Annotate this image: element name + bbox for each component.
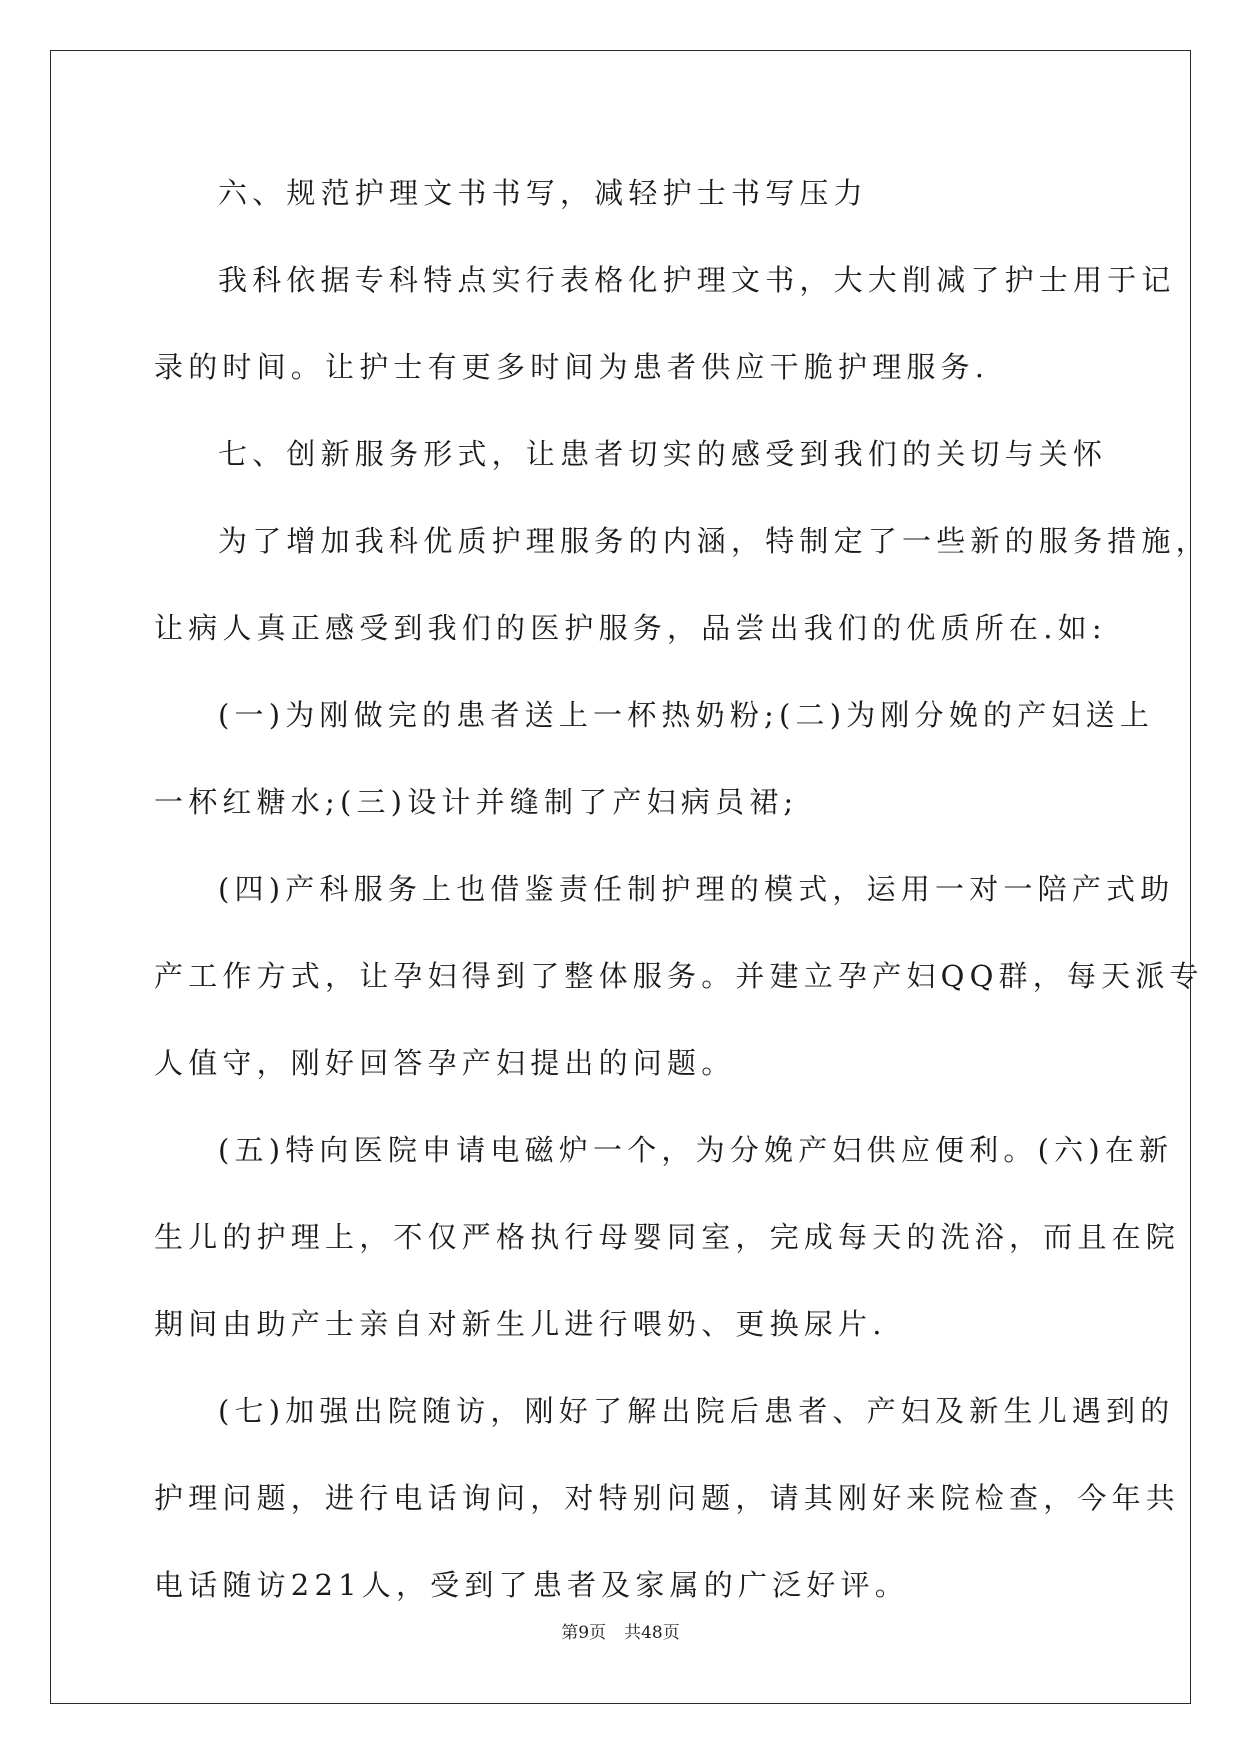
paragraph-line: 电话随访221人，受到了患者及家属的广泛好评。 [154,1568,909,1602]
paragraph-line: (五)特向医院申请电磁炉一个，为分娩产妇供应便利。(六)在新 [218,1133,1174,1167]
paragraph-line: 六、规范护理文书书写，减轻护士书写压力 [218,176,868,210]
document-body [154,150,1210,1629]
paragraph-line: 我科依据专科特点实行表格化护理文书，大大削减了护士用于记 [218,263,1176,297]
paragraph-line: (一)为刚做完的患者送上一杯热奶粉;(二)为刚分娩的产妇送上 [218,698,1155,732]
paragraph-line: 护理问题，进行电话询问，对特别问题，请其刚好来院检查，今年共 [154,1481,1181,1515]
paragraph-line: 产工作方式，让孕妇得到了整体服务。并建立孕产妇QQ群，每天派专 [154,959,1204,993]
paragraph-line: (七)加强出院随访，刚好了解出院后患者、产妇及新生儿遇到的 [218,1394,1175,1428]
paragraph-line: 为了增加我科优质护理服务的内涵，特制定了一些新的服务措施， [218,524,1210,558]
paragraph-line: 期间由助产士亲自对新生儿进行喂奶、更换尿片. [154,1307,887,1341]
paragraph-line: 生儿的护理上，不仅严格执行母婴同室，完成每天的洗浴，而且在院 [154,1220,1181,1254]
paragraph-line: (四)产科服务上也借鉴责任制护理的模式，运用一对一陪产式助 [218,872,1175,906]
paragraph-line: 录的时间。让护士有更多时间为患者供应干脆护理服务. [154,350,990,384]
page-number: 第9页 [561,1623,607,1643]
page-footer [0,1618,1241,1643]
paragraph-line: 七、创新服务形式，让患者切实的感受到我们的关切与关怀 [218,437,1108,471]
paragraph-line: 一杯红糖水;(三)设计并缝制了产妇病员裙; [154,785,799,819]
page-total: 共48页 [624,1623,680,1643]
paragraph-line: 让病人真正感受到我们的医护服务，品尝出我们的优质所在.如: [154,611,1107,645]
paragraph-line: 人值守，刚好回答孕产妇提出的问题。 [154,1046,736,1080]
